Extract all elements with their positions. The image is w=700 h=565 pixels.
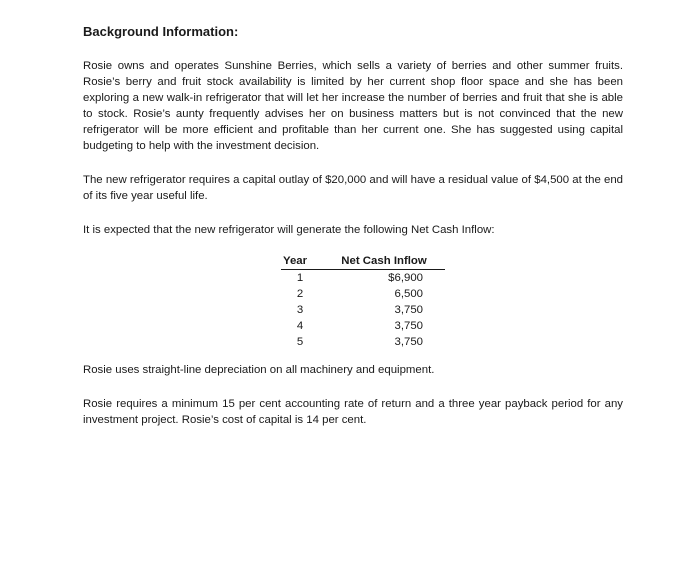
table-row bbox=[281, 286, 445, 302]
net-cash-inflow-cell: 3,750 bbox=[394, 304, 423, 316]
year-cell: 3 bbox=[296, 304, 304, 316]
table-row bbox=[281, 270, 445, 287]
net-cash-inflow-cell: $6,900 bbox=[388, 272, 423, 284]
document-page bbox=[83, 24, 623, 446]
paragraph-capital-outlay: The new refrigerator requires a capital outlay of $20,000 and will have a residual value of $4,500 at the end of its five year useful life. bbox=[83, 174, 623, 202]
year-cell: 5 bbox=[296, 336, 304, 348]
section-heading: Background Information: bbox=[83, 24, 239, 39]
table-header-row bbox=[281, 253, 445, 270]
year-cell: 1 bbox=[296, 272, 304, 284]
paragraph-cash-inflow-intro: It is expected that the new refrigerator will generate the following Net Cash Inflow: bbox=[83, 224, 495, 236]
year-cell: 2 bbox=[296, 288, 304, 300]
paragraph-depreciation: Rosie uses straight-line depreciation on all machinery and equipment. bbox=[83, 364, 435, 376]
column-header-net-cash-inflow: Net Cash Inflow bbox=[323, 253, 445, 270]
net-cash-inflow-table bbox=[281, 253, 445, 350]
net-cash-inflow-cell: 3,750 bbox=[394, 336, 423, 348]
table-row bbox=[281, 302, 445, 318]
paragraph-requirements: Rosie requires a minimum 15 per cent accounting rate of return and a three year payback period for any investment project. Rosie’s cost of capital is 14 per cent. bbox=[83, 398, 623, 426]
net-cash-inflow-cell: 6,500 bbox=[394, 288, 423, 300]
year-cell: 4 bbox=[296, 320, 304, 332]
table-row bbox=[281, 318, 445, 334]
column-header-year: Year bbox=[281, 253, 323, 270]
paragraph-business-background: Rosie owns and operates Sunshine Berries, which sells a variety of berries and other summer fruits. Rosie’s berry and fruit stock availability is limited by her current shop floor space and she has been exploring a new walk-in refrigerator that will let her increase the number of berries and fruit that she is able to stock. Rosie’s aunty frequently advises her on business matters but is not convinced that the new refrigerator will be more efficient and profitable than her current one. She has suggested using capital budgeting to help with the investment decision. bbox=[83, 60, 623, 152]
table-row bbox=[281, 334, 445, 350]
net-cash-inflow-cell: 3,750 bbox=[394, 320, 423, 332]
